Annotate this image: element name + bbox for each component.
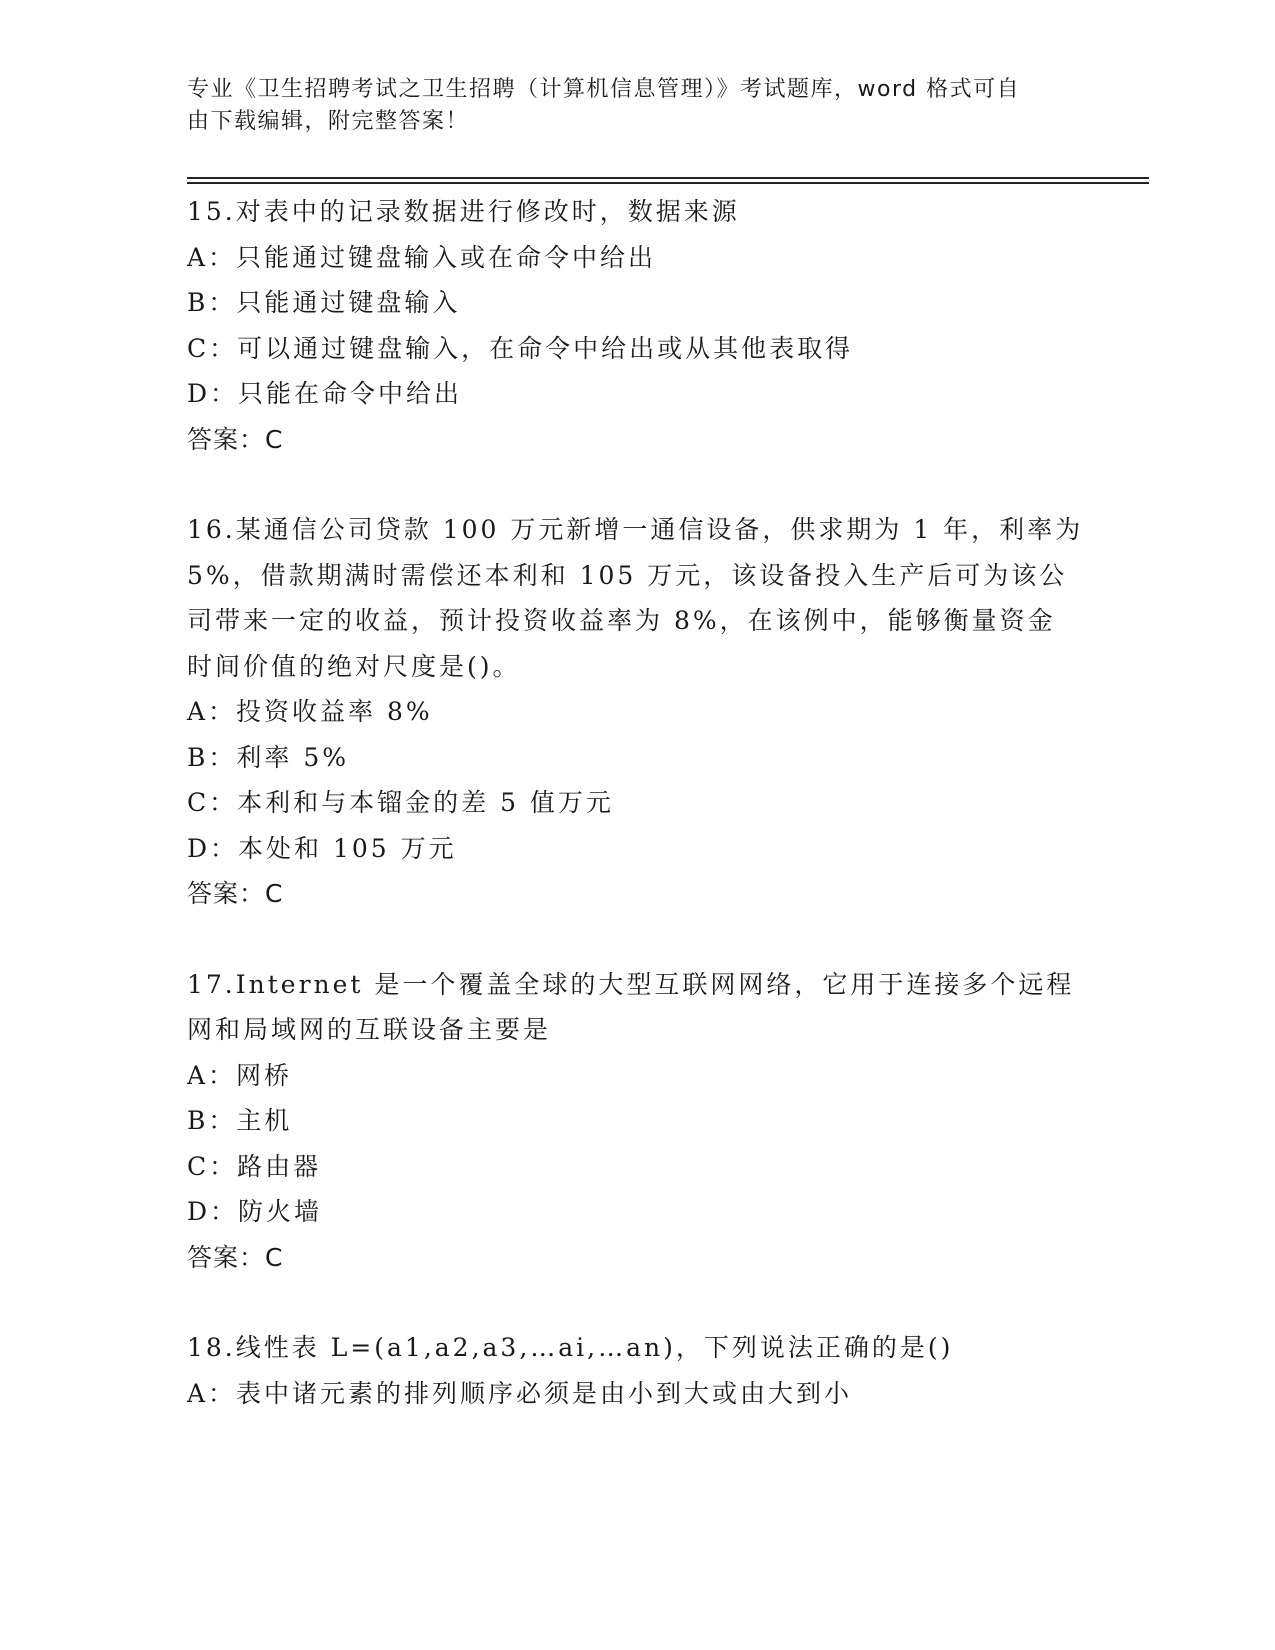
answer: 答案：C [187,1242,284,1272]
question-stem: 18.线性表 L=(a1,a2,a3,…ai,…an)，下列说法正确的是() [187,1333,954,1362]
option-a: A：表中诸元素的排列顺序必须是由小到大或由大到小 [187,1378,853,1408]
question-stem: 5%，借款期满时需偿还本利和 105 万元，该设备投入生产后可为该公 [187,560,1068,590]
option-c: C：可以通过键盘输入，在命令中给出或从其他表取得 [187,333,854,363]
question-stem: 时间价值的绝对尺度是()。 [187,651,521,681]
header-divider-top [187,177,1149,179]
question-18 [187,1325,1087,1416]
option-a: A：网桥 [187,1060,293,1090]
question-17 [187,962,1087,1281]
question-stem: 15.对表中的记录数据进行修改时，数据来源 [187,197,740,226]
option-d: D：只能在命令中给出 [187,379,463,408]
option-c: C：路由器 [187,1151,322,1181]
answer: 答案：C [187,424,284,454]
question-stem: 司带来一定的收益，预计投资收益率为 8%，在该例中，能够衡量资金 [187,606,1056,635]
answer: 答案：C [187,879,284,908]
option-b: B：只能通过键盘输入 [187,288,461,317]
document-header [187,74,1087,138]
option-a: A：只能通过键盘输入或在命令中给出 [187,242,657,272]
option-c: C：本利和与本镏金的差 5 值万元 [187,788,614,817]
question-stem: 16.某通信公司贷款 100 万元新增一通信设备，供求期为 1 年，利率为 [187,515,1084,544]
option-b: B：利率 5% [187,742,349,772]
question-16 [187,507,1087,917]
option-b: B：主机 [187,1106,293,1135]
option-a: A：投资收益率 8% [187,697,433,726]
question-stem: 17.Internet 是一个覆盖全球的大型互联网网络，它用于连接多个远程 [187,969,1075,999]
question-stem: 网和局域网的互联设备主要是 [187,1015,552,1044]
header-line-2: 由下载编辑，附完整答案！ [187,109,470,134]
option-d: D：本处和 105 万元 [187,833,457,863]
question-15 [187,189,1087,462]
question-list [187,189,1087,1416]
header-divider-bottom [187,182,1149,184]
option-d: D：防火墙 [187,1197,323,1226]
header-line-1: 专业《卫生招聘考试之卫生招聘（计算机信息管理）》考试题库，word 格式可自 [187,77,1021,102]
